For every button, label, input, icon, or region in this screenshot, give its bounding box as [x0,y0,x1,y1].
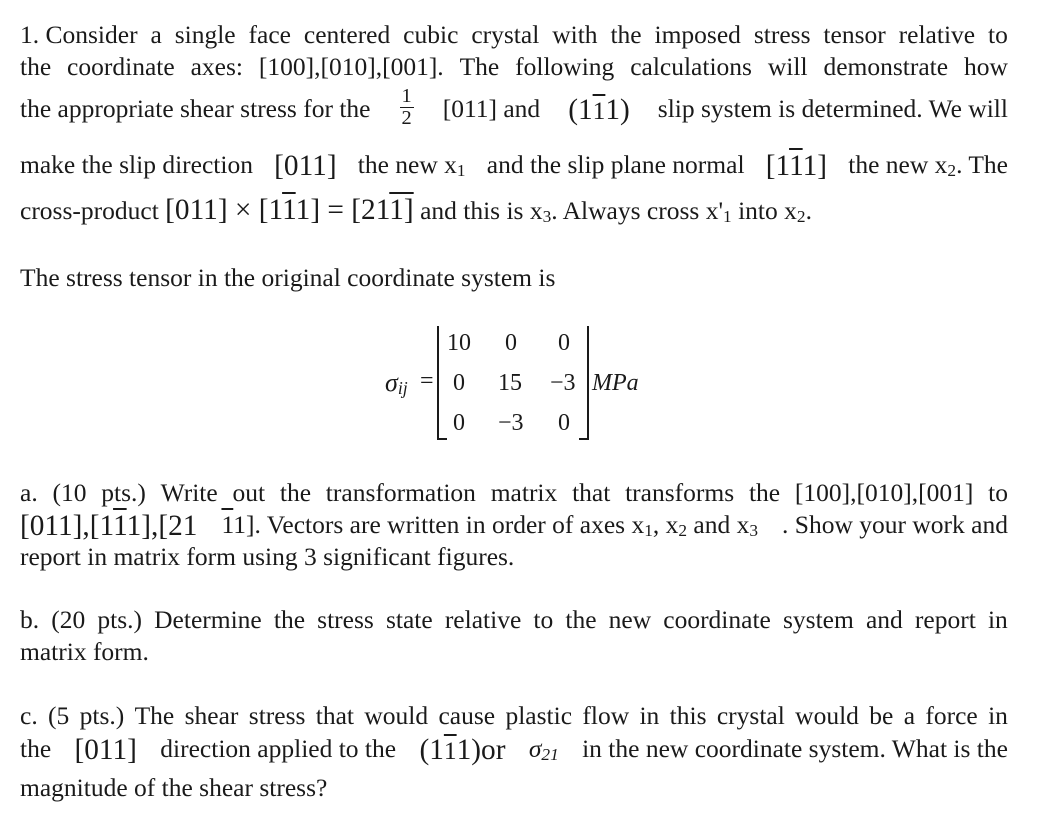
word: Determine [154,605,262,634]
word: relative [444,605,522,634]
word: transformation [325,478,476,507]
text-run: in the new coordinate system. What is the [582,734,1008,763]
word: the [610,20,642,49]
text-run: . Show your work and [782,510,1008,539]
miller-index-direction: [011] [74,734,137,766]
word: axes: [190,52,243,81]
matrix-cell: 0 [505,330,517,356]
right-bracket-foot [579,438,589,440]
part-c-line-1 [20,703,1008,729]
fraction-one-half [400,86,414,130]
miller-index-normal: [111] [765,150,828,182]
word: and [865,605,903,634]
fraction-numerator: 1 [401,85,412,107]
text-run: [011] and [442,94,541,123]
sigma-21: σ21 [528,734,559,765]
word: force [925,701,978,730]
word: single [174,20,236,49]
left-bracket-foot [437,438,447,440]
word: pts.) [97,605,142,634]
word: cubic [403,20,459,49]
word: face [248,20,291,49]
word: to [988,478,1008,507]
text-run: and this is x3. Always cross x'1 into x2. [420,196,812,227]
word: in [987,605,1008,634]
word: a [903,701,916,730]
word: tensor [823,20,886,49]
matrix-cell: 0 [453,370,465,396]
text-run: the new x1 [357,150,466,181]
word: would [795,701,859,730]
part-a-line-2 [20,512,1008,541]
part-c-line-3: magnitude of the shear stress? [20,773,328,802]
word: will [767,52,808,81]
word: the [565,605,597,634]
problem-line-2 [20,54,1008,80]
matrix-cell: −3 [550,370,576,396]
part-a-line-3: report in matrix form using 3 significant figures. [20,542,515,571]
word: state [385,605,433,634]
stress-tensor-matrix [355,320,675,445]
problem-line-5 [20,196,812,225]
word: the [279,478,312,507]
word: [100],[010],[001]. [258,52,444,81]
word: report [914,605,976,634]
word: the [748,478,781,507]
matrix-cell: 10 [447,330,471,356]
word: stress [753,20,811,49]
word: demonstrate [823,52,949,81]
part-b-line-1 [20,607,1008,633]
part-b-line-2: matrix form. [20,637,149,666]
word: be [869,701,894,730]
text-run: slip system is determined. We will [657,94,1008,123]
word: how [963,52,1008,81]
miller-directions: [011],[111],[21 [20,510,198,542]
text-run: cross-product [20,196,159,225]
stress-intro: The stress tensor in the original coordinate system is [20,263,556,292]
word: coordinate [663,605,771,634]
word: out [232,478,266,507]
word: would [364,701,429,730]
word: in [639,701,660,730]
word: shear [184,701,239,730]
word: The [459,52,500,81]
word: crystal [471,20,540,49]
word: cause [438,701,496,730]
text-run: 11]. Vectors are written in order of axes x1, x2 and x3 [221,510,759,541]
word: the [20,52,52,81]
matrix-cell: 0 [558,410,570,436]
text-run: direction applied to the [160,734,397,763]
word: imposed [654,20,741,49]
word: The [134,701,175,730]
right-bracket [587,326,589,440]
matrix-cell: −3 [498,410,524,436]
word: that [315,701,355,730]
cross-product-expression: [011] × [111] = [211] [165,194,414,226]
word: pts.) [101,478,146,507]
word: system [783,605,854,634]
miller-index-direction: [011] [274,150,337,182]
fraction-denominator: 2 [401,107,412,130]
word: (20 [51,605,86,634]
miller-index-plane: (111) [568,94,630,126]
matrix-cell: 0 [453,410,465,436]
word: stress [317,605,374,634]
word: this [669,701,707,730]
unit-label: MPa [592,370,639,396]
matrix-cell: 0 [558,330,570,356]
word: 1. Consider [20,20,138,49]
word: (5 [48,701,70,730]
text-run: make the slip direction [20,150,253,179]
problem-line-3 [20,85,1008,130]
word: plastic [505,701,573,730]
word: the [273,605,306,634]
text-run: the appropriate shear stress for the [20,94,371,123]
word: matrix [490,478,558,507]
text-run: the [20,734,52,763]
word: flow [582,701,630,730]
word: Write [160,478,218,507]
word: following [515,52,615,81]
word: a. [20,478,38,507]
word: to [988,20,1008,49]
miller-index-plane: (111)or [419,734,506,766]
word: relative [898,20,976,49]
problem-line-1 [20,22,1008,48]
word: crystal [716,701,785,730]
word: calculations [630,52,752,81]
part-a-line-1 [20,480,1008,506]
word: stress [248,701,306,730]
word: with [552,20,598,49]
part-c-line-2 [20,736,1008,765]
problem-line-4 [20,152,1008,181]
word: pts.) [79,701,125,730]
text-run: and the slip plane normal [486,150,745,179]
word: [100],[010],[001] [794,478,974,507]
matrix-cell: 15 [498,370,522,396]
word: that [572,478,611,507]
word: centered [303,20,391,49]
word: b. [20,605,40,634]
equals-sign: = [420,368,434,394]
word: a [150,20,162,49]
left-bracket [437,326,439,440]
word: coordinate [67,52,175,81]
text-run: the new x2. The [848,150,1008,181]
word: transforms [625,478,735,507]
word: to [533,605,554,634]
word: c. [20,701,38,730]
word: (10 [52,478,87,507]
word: new [608,605,652,634]
sigma-symbol: σij [385,368,408,399]
word: in [988,701,1008,730]
